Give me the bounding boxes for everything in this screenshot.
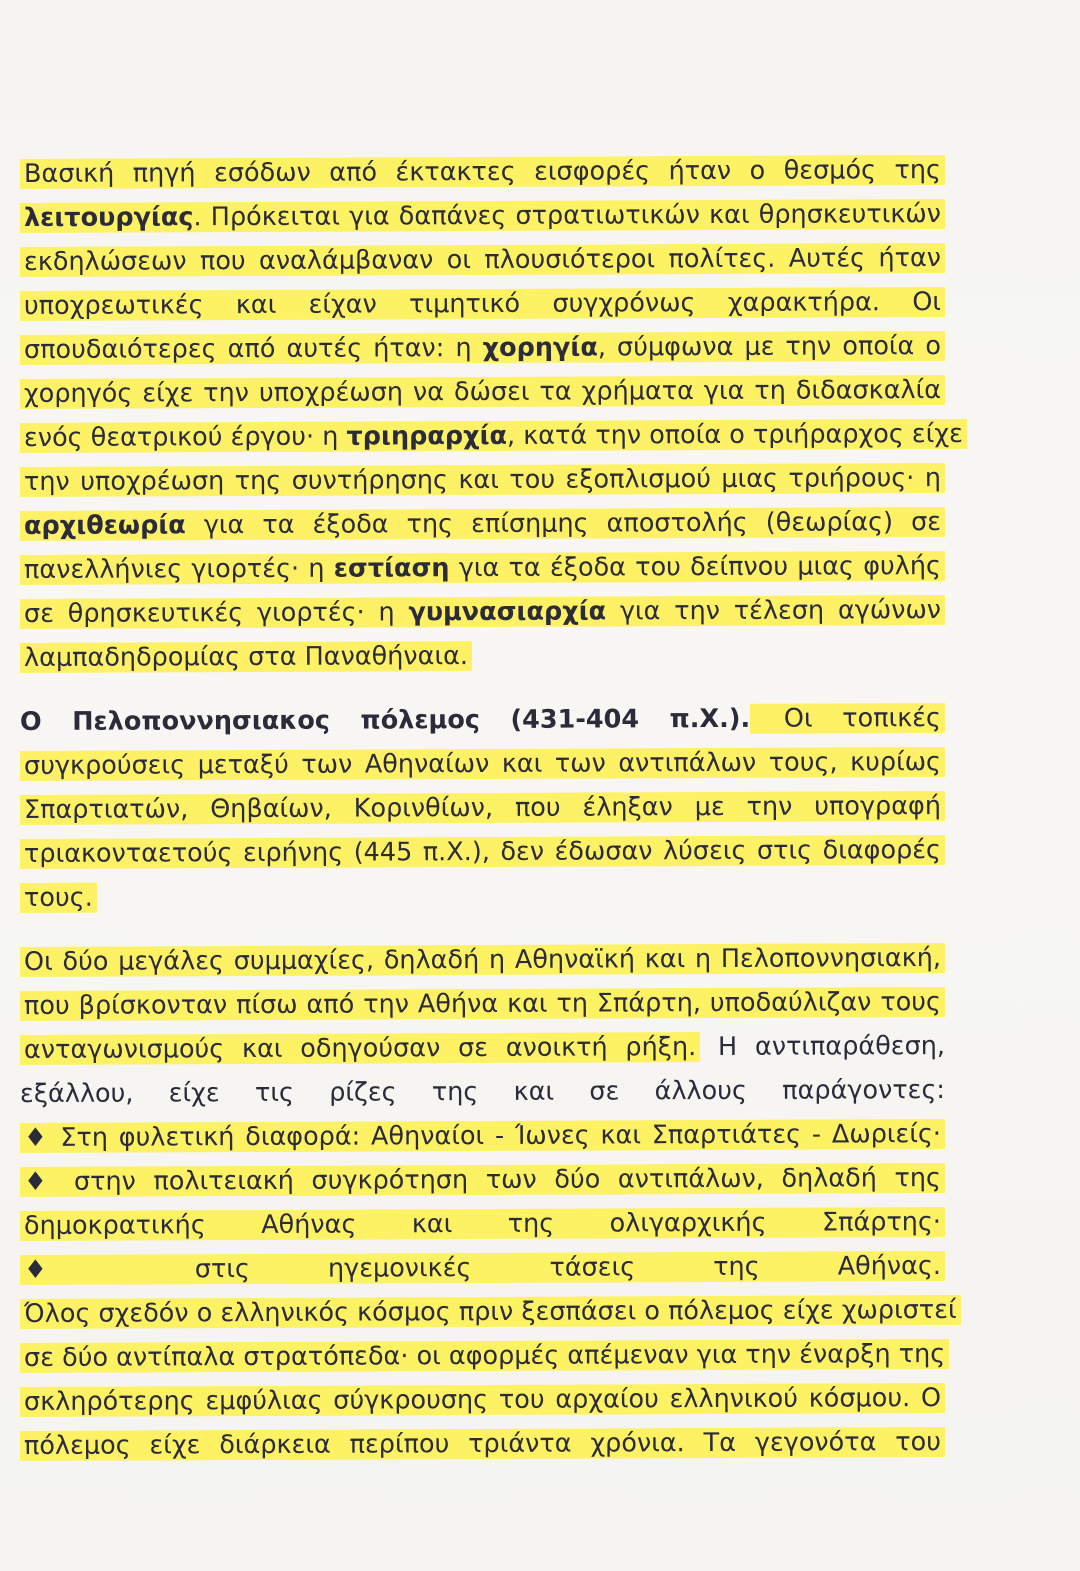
text-span: σπουδαιότερες από αυτές ήταν: η [23, 332, 483, 366]
text-span: για τα έξοδα της επίσημης αποστολής (θεωρίας) σε [185, 506, 942, 541]
highlighted-text [20, 419, 967, 453]
bold-term: γυμνασιαρχία [408, 596, 607, 628]
highlighted-text: δημοκρατικής Αθήνας και της ολιγαρχικής Σπάρτης· [20, 1207, 945, 1241]
text-line [20, 980, 945, 1028]
highlighted-text: εκδηλώσεων που αναλάμβαναν οι πλουσιότεροι πολίτες. Αυτές ήταν [20, 243, 945, 277]
text-line [20, 192, 945, 240]
highlighted-text: Οι τοπικές [750, 703, 945, 734]
text-span: , κατά την οποία ο τριήραρχος είχε [506, 418, 963, 451]
highlighted-text: υποχρεωτικές και είχαν τιμητικό συγχρόνως χαρακτήρα. Οι [20, 287, 945, 321]
bold-term: τριηραρχία [346, 420, 508, 452]
text-line [20, 500, 945, 548]
highlighted-text [20, 507, 945, 541]
highlighted-text: ♦ στις ηγεμονικές τάσεις της Αθήνας. [20, 1251, 945, 1285]
highlighted-text: χορηγός είχε την υποχρέωση να δώσει τα χρήματα για τη διδασκαλία [20, 375, 945, 409]
highlighted-text: συγκρούσεις μεταξύ των Αθηναίων και των αντιπάλων τους, κυρίως [20, 747, 945, 781]
highlighted-text: τριακονταετούς ειρήνης (445 π.Χ.), δεν έδωσαν λύσεις στις διαφορές [20, 835, 945, 869]
paragraph-leitourgia [20, 150, 963, 678]
highlighted-text: Οι δύο μεγάλες συμμαχίες, δηλαδή η Αθηναϊκή και η Πελοποννησιακή, [20, 943, 945, 977]
text-span: Η αντιπαράθεση, [700, 1030, 946, 1063]
text-line [20, 828, 945, 876]
text-span: , σύμφωνα με την οποία ο [597, 330, 942, 363]
text-span: . Πρόκειται για δαπάνες στρατιωτικών και θρησκευτικών [193, 198, 942, 233]
highlighted-text: ♦ Στη φυλετική διαφορά: Αθηναίοι - Ίωνες και Σπαρτιάτες - Δωριείς· [20, 1119, 945, 1153]
document-body [19, 150, 963, 1486]
text-line [20, 740, 945, 788]
text-line [20, 784, 945, 832]
text-line [20, 588, 945, 636]
text-line [20, 1200, 945, 1248]
text-line [20, 236, 945, 284]
text-line [20, 1420, 945, 1468]
bullet-line [20, 1156, 945, 1204]
bold-term: εστίαση [333, 553, 450, 584]
text-line [20, 1288, 957, 1336]
highlighted-text: Σπαρτιατών, Θηβαίων, Κορινθίων, που έληξαν με την υπογραφή [20, 791, 945, 825]
highlighted-text: τους. [20, 883, 97, 913]
text-line [20, 1332, 945, 1380]
paragraph-alliances [19, 938, 957, 1466]
text-span: ενός θεατρικού έργου· η [23, 421, 347, 454]
text-line [20, 456, 945, 504]
highlighted-text: ανταγωνισμούς και οδηγούσαν σε ανοικτή ρήξη. [20, 1032, 700, 1065]
text-line [20, 412, 963, 460]
highlighted-text [20, 595, 945, 629]
bold-term: χορηγία [482, 332, 598, 363]
text-line [20, 1376, 945, 1424]
text-span: εξάλλου, είχε τις ρίζες της και σε άλλους παράγοντες: [19, 1074, 946, 1110]
highlighted-text: Βασική πηγή εσόδων από έκτακτες εισφορές ήταν ο θεσμός της [20, 155, 945, 189]
text-line [20, 1024, 945, 1072]
text-line [20, 632, 945, 680]
text-line [20, 148, 945, 196]
text-line [20, 1068, 945, 1116]
text-span: πανελλήνιες γιορτές· η [23, 553, 334, 586]
highlighted-text: Όλος σχεδόν ο ελληνικός κόσμος πριν ξεσπάσει ο πόλεμος είχε χωριστεί [20, 1295, 961, 1329]
text-line [20, 280, 945, 328]
highlighted-text: λαμπαδηδρομίας στα Παναθήναια. [20, 641, 472, 673]
highlighted-text: σκληρότερης εμφύλιας σύγκρουσης του αρχαίου ελληνικού κόσμου. Ο [20, 1383, 945, 1417]
highlighted-text [20, 199, 945, 233]
text-span: για τα έξοδα του δείπνου μιας φυλής [449, 550, 942, 584]
text-line [20, 368, 945, 416]
highlighted-text: πόλεμος είχε διάρκεια περίπου τριάντα χρόνια. Τα γεγονότα του [20, 1427, 945, 1461]
section-heading: Ο Πελοποννησιακος πόλεμος (431-404 π.Χ.). [19, 703, 751, 738]
text-line [20, 696, 945, 744]
text-line [20, 324, 945, 372]
highlighted-text [20, 551, 945, 585]
highlighted-text: ♦ στην πολιτειακή συγκρότηση των δύο αντιπάλων, δηλαδή της [20, 1163, 945, 1197]
highlighted-text: σε δύο αντίπαλα στρατόπεδα· οι αφορμές απέμεναν για την έναρξη της [20, 1339, 949, 1373]
paragraph-peloponnesian-war [20, 698, 945, 918]
text-line [20, 544, 945, 592]
bullet-line [20, 1112, 945, 1160]
highlighted-text [20, 331, 945, 365]
bold-term: λειτουργίας [23, 202, 194, 234]
text-span: για την τέλεση αγώνων [606, 594, 942, 627]
bullet-line [20, 1244, 945, 1292]
highlighted-text: που βρίσκονταν πίσω από την Αθήνα και τη Σπάρτη, υποδαύλιζαν τους [20, 987, 945, 1021]
text-span: σε θρησκευτικές γιορτές· η [23, 597, 409, 630]
bold-term: αρχιθεωρία [23, 510, 186, 542]
highlighted-text: την υποχρέωση της συντήρησης και του εξοπλισμού μιας τριήρους· η [20, 463, 945, 497]
text-line [20, 872, 945, 920]
text-line [20, 936, 945, 984]
